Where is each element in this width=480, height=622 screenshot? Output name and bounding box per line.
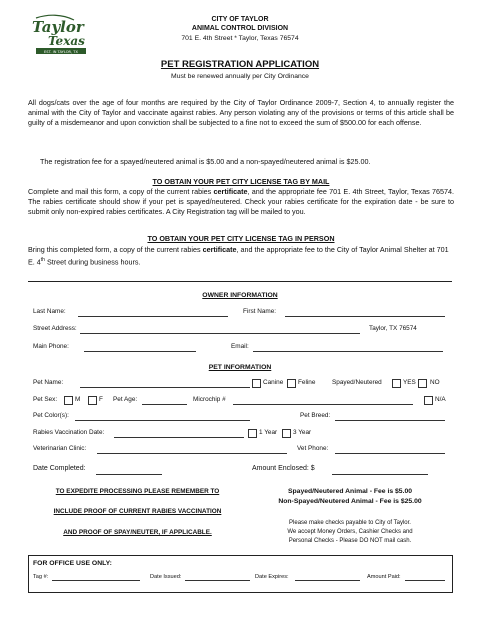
tag-label: Tag #: <box>33 574 49 580</box>
feline-label: Feline <box>298 379 316 386</box>
email-field[interactable] <box>253 351 443 352</box>
yes-label: YES <box>403 379 416 386</box>
sex-f-label: F <box>99 396 103 403</box>
sex-f-checkbox[interactable] <box>88 396 97 405</box>
fee-line: The registration fee for a spayed/neutered animal is $5.00 and a non-spayed/neutered animal is $25.00. <box>40 157 371 166</box>
last-name-label: Last Name: <box>33 308 66 315</box>
one-year-checkbox[interactable] <box>248 429 257 438</box>
spayed-yes-checkbox[interactable] <box>392 379 401 388</box>
microchip-label: Microchip # <box>193 396 226 403</box>
date-expires-label: Date Expires: <box>255 574 289 580</box>
amount-enclosed-field[interactable] <box>332 474 428 475</box>
pet-name-field[interactable] <box>80 387 250 388</box>
three-year-checkbox[interactable] <box>282 429 291 438</box>
vet-clinic-label: Veterinarian Clinic: <box>33 445 87 452</box>
pet-colors-field[interactable] <box>75 420 250 421</box>
fee-non-spayed: Non-Spayed/Neutered Animal - Fee is $25.00 <box>278 498 422 505</box>
amount-enclosed-label: Amount Enclosed: $ <box>252 465 315 472</box>
pet-age-field[interactable] <box>142 404 187 405</box>
city-state-zip: Taylor, TX 76574 <box>369 325 417 332</box>
canine-label: Canine <box>263 379 284 386</box>
payment-line-3: Personal Checks - Please DO NOT mail cash. <box>288 538 412 544</box>
logo-texas: Texas <box>48 34 85 48</box>
email-label: Email: <box>231 343 249 350</box>
city-logo <box>28 12 98 56</box>
vet-phone-label: Vet Phone: <box>297 445 329 452</box>
office-use-heading: FOR OFFICE USE ONLY: <box>33 560 112 567</box>
date-expires-field[interactable] <box>295 580 360 581</box>
vet-phone-field[interactable] <box>335 453 445 454</box>
date-issued-field[interactable] <box>185 580 250 581</box>
sex-m-label: M <box>75 396 81 403</box>
spayed-no-checkbox[interactable] <box>418 379 427 388</box>
pet-heading: PET INFORMATION <box>208 364 272 371</box>
city-name: CITY OF TAYLOR <box>211 16 269 23</box>
page-title: PET REGISTRATION APPLICATION <box>160 59 320 70</box>
fee-spayed: Spayed/Neutered Animal - Fee is $5.00 <box>287 488 413 495</box>
expedite-line-2: INCLUDE PROOF OF CURRENT RABIES VACCINATION <box>53 508 222 515</box>
canine-checkbox[interactable] <box>252 379 261 388</box>
first-name-field[interactable] <box>285 316 445 317</box>
logo-banner: EST. IN TAYLOR, TX <box>44 50 78 54</box>
expedite-line-3: AND PROOF OF SPAY/NEUTER, IF APPLICABLE. <box>63 529 212 536</box>
one-year-label: 1 Year <box>259 429 278 436</box>
microchip-field[interactable] <box>233 404 413 405</box>
microchip-na-checkbox[interactable] <box>424 396 433 405</box>
amount-paid-field[interactable] <box>405 580 445 581</box>
three-year-label: 3 Year <box>293 429 312 436</box>
owner-heading: OWNER INFORMATION <box>202 292 278 299</box>
pet-sex-label: Pet Sex: <box>33 396 58 403</box>
date-completed-field[interactable] <box>96 474 162 475</box>
expedite-line-1: TO EXPEDITE PROCESSING PLEASE REMEMBER TO <box>55 488 220 495</box>
spayed-label: Spayed/Neutered <box>332 379 382 386</box>
last-name-field[interactable] <box>78 316 228 317</box>
pet-age-label: Pet Age: <box>113 396 138 403</box>
payment-line-2: We accept Money Orders, Cashier Checks and <box>287 529 413 535</box>
street-field[interactable] <box>80 333 360 334</box>
pet-colors-label: Pet Color(s): <box>33 412 69 419</box>
division-name: ANIMAL CONTROL DIVISION <box>191 25 289 32</box>
in-person-heading: TO OBTAIN YOUR PET CITY LICENSE TAG IN PERSON <box>147 234 335 243</box>
first-name-label: First Name: <box>243 308 277 315</box>
payment-line-1: Please make checks payable to City of Taylor. <box>289 520 411 526</box>
main-phone-field[interactable] <box>84 351 196 352</box>
form-top-rule <box>28 281 452 282</box>
mail-heading: TO OBTAIN YOUR PET CITY LICENSE TAG BY MAIL <box>152 177 330 186</box>
logo-taylor: Taylor <box>32 18 84 36</box>
pet-breed-field[interactable] <box>335 420 445 421</box>
main-phone-label: Main Phone: <box>33 343 69 350</box>
sex-m-checkbox[interactable] <box>64 396 73 405</box>
amount-paid-label: Amount Paid: <box>367 574 401 580</box>
na-label: N/A <box>435 396 446 403</box>
page-subtitle: Must be renewed annually per City Ordinance <box>171 73 309 80</box>
street-label: Street Address: <box>33 325 77 332</box>
date-issued-label: Date Issued: <box>150 574 182 580</box>
in-person-paragraph: Bring this completed form, a copy of the current rabies certificate, and the appropriate fee to the City of Taylor Animal Shelter at 701 E. 4th Street during business hours. <box>28 245 449 267</box>
rabies-date-field[interactable] <box>114 437 244 438</box>
date-completed-label: Date Completed: <box>33 465 86 472</box>
mail-paragraph: Complete and mail this form, a copy of the current rabies certificate, and the appropriate fee 701 E. 4th Street, Taylor, Texas 76574. The rabies certificate should show if your pet is spayed/neutered. Check your rabies certificate for the expiration date - be sure to submit only non-expired rabies certificates. A City Registration tag will be mailed to you. <box>28 187 454 217</box>
rabies-date-label: Rabies Vaccination Date: <box>33 429 105 436</box>
pet-name-label: Pet Name: <box>33 379 64 386</box>
no-label: NO <box>430 379 440 386</box>
header-address: 701 E. 4th Street * Taylor, Texas 76574 <box>181 35 299 42</box>
tag-field[interactable] <box>52 580 140 581</box>
vet-clinic-field[interactable] <box>97 453 287 454</box>
intro-paragraph: All dogs/cats over the age of four months are required by the City of Taylor Ordinance 2009-7, Section 4, to annually register the animal with the City of Taylor and vaccinate against rabies. Any person violating any of the provisions or terms of this article shall be guilty of a misdemeanor and upon conviction shall be subjected to a fine not to exceed the sum of $500.00 for each offense. <box>28 98 454 128</box>
feline-checkbox[interactable] <box>287 379 296 388</box>
pet-breed-label: Pet Breed: <box>300 412 331 419</box>
